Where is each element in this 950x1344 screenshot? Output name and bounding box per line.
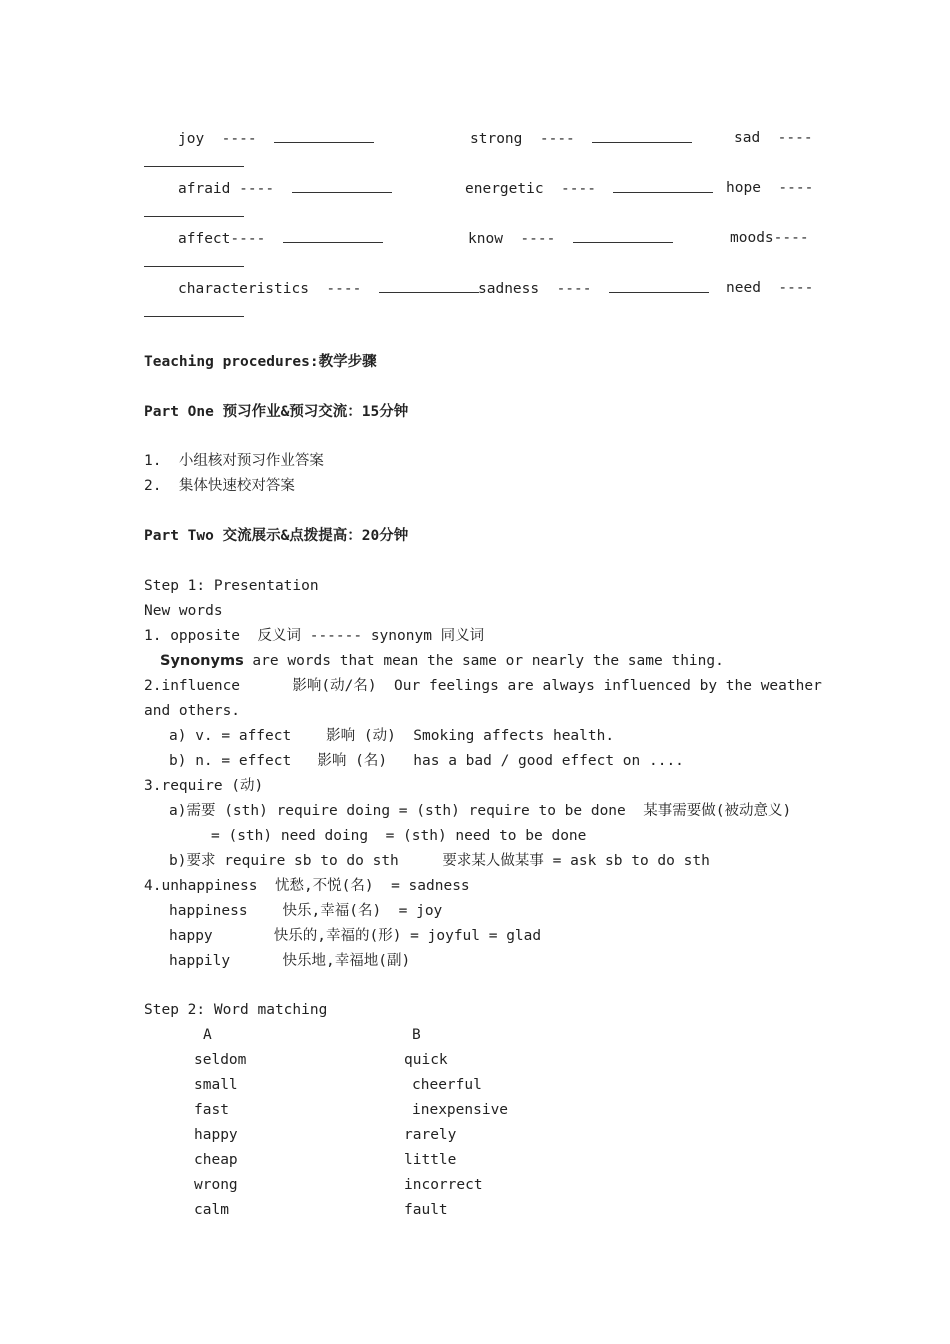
- vocab-dash: ----: [561, 181, 596, 197]
- vocab-dash: ----: [221, 131, 257, 147]
- step1-line: 1. opposite 反义词 ------ synonym 同义词: [144, 628, 485, 644]
- match-word-b: little: [404, 1152, 457, 1168]
- match-word-a: calm: [194, 1202, 229, 1218]
- synonyms-bold: Synonyms: [160, 653, 244, 669]
- match-word-a: small: [194, 1077, 238, 1093]
- step1-line: happily 快乐地,幸福地(副): [169, 953, 411, 969]
- vocab-item: [178, 178, 392, 199]
- vocab-dash: ----: [778, 180, 814, 196]
- step1-line: a)需要 (sth) require doing = (sth) require to be done 某事需要做(被动意义): [169, 803, 792, 819]
- answer-blank-wrap: [144, 252, 244, 273]
- answer-blank-wrap: [144, 302, 244, 323]
- match-word-a: wrong: [194, 1177, 238, 1193]
- match-word-b: inexpensive: [412, 1102, 509, 1118]
- vocab-item: [178, 278, 479, 299]
- answer-blank[interactable]: [144, 152, 244, 167]
- vocab-dash: ----: [326, 281, 362, 297]
- step2-title: Step 2: Word matching: [144, 1002, 328, 1018]
- vocab-word: affect: [178, 231, 231, 247]
- step1-title: Step 1: Presentation: [144, 578, 319, 594]
- match-word-a: fast: [194, 1102, 229, 1118]
- match-word-b: quick: [404, 1052, 448, 1068]
- vocab-item: [470, 128, 692, 149]
- match-word-a: happy: [194, 1127, 238, 1143]
- part-two-heading: Part Two 交流展示&点拨提高：20分钟: [144, 528, 409, 544]
- step1-line: b)要求 require sb to do sth 要求某人做某事 = ask sb to do sth: [169, 853, 710, 869]
- vocab-item: [468, 228, 673, 249]
- match-word-b: rarely: [404, 1127, 457, 1143]
- step1-line: 2.influence 影响(动/名) Our feelings are always influenced by the weather: [144, 678, 822, 694]
- vocab-word: strong: [470, 131, 523, 147]
- answer-blank[interactable]: [144, 302, 244, 317]
- column-b-header: B: [412, 1027, 421, 1043]
- match-word-b: cheerful: [412, 1077, 482, 1093]
- vocab-item: [730, 228, 809, 248]
- part-one-item: 1. 小组核对预习作业答案: [144, 453, 324, 469]
- vocab-dash: ----: [230, 231, 266, 247]
- vocab-word: afraid: [178, 181, 231, 197]
- answer-blank[interactable]: [573, 228, 673, 243]
- answer-blank[interactable]: [292, 178, 392, 193]
- column-a-header: A: [203, 1027, 212, 1043]
- vocab-word: hope: [726, 180, 761, 196]
- answer-blank[interactable]: [613, 178, 713, 193]
- teaching-procedures-heading: Teaching procedures:教学步骤: [144, 354, 377, 370]
- vocab-item: [478, 278, 709, 299]
- vocab-item: [726, 278, 813, 298]
- vocab-word: need: [726, 280, 761, 296]
- vocab-word: joy: [178, 131, 205, 147]
- vocab-word: sadness: [478, 281, 540, 297]
- step1-line: a) v. = affect 影响 (动) Smoking affects health.: [169, 728, 615, 744]
- answer-blank-wrap: [144, 202, 244, 223]
- answer-blank[interactable]: [144, 252, 244, 267]
- answer-blank[interactable]: [283, 228, 383, 243]
- vocab-item: [734, 128, 813, 148]
- vocab-word: sad: [734, 130, 761, 146]
- answer-blank[interactable]: [274, 128, 374, 143]
- vocab-item: [465, 178, 713, 199]
- step1-line: and others.: [144, 703, 241, 719]
- step1-line: b) n. = effect 影响 (名) has a bad / good effect on ....: [169, 753, 684, 769]
- step1-line: = (sth) need doing = (sth) need to be done: [211, 828, 587, 844]
- vocab-dash: ----: [239, 181, 275, 197]
- synonyms-rest: are words that mean the same or nearly the same thing.: [243, 653, 724, 669]
- answer-blank[interactable]: [144, 202, 244, 217]
- answer-blank[interactable]: [592, 128, 692, 143]
- vocab-item: [178, 128, 374, 149]
- vocab-dash: ----: [520, 231, 556, 247]
- part-one-item: 2. 集体快速校对答案: [144, 478, 295, 494]
- answer-blank-wrap: [144, 152, 244, 173]
- vocab-dash: ----: [773, 230, 809, 246]
- step1-line: 3.require (动): [144, 778, 264, 794]
- step1-subtitle: New words: [144, 603, 223, 619]
- match-word-a: cheap: [194, 1152, 238, 1168]
- vocab-dash: ----: [777, 130, 813, 146]
- vocab-dash: ----: [539, 131, 575, 147]
- step1-line: [160, 651, 724, 671]
- vocab-word: characteristics: [178, 281, 309, 297]
- answer-blank[interactable]: [379, 278, 479, 293]
- answer-blank[interactable]: [609, 278, 709, 293]
- match-word-b: incorrect: [404, 1177, 483, 1193]
- vocab-word: moods: [730, 230, 774, 246]
- vocab-word: energetic: [465, 181, 544, 197]
- part-one-heading: Part One 预习作业&预习交流：15分钟: [144, 404, 409, 420]
- vocab-dash: ----: [556, 281, 592, 297]
- vocab-item: [178, 228, 383, 249]
- vocab-word: know: [468, 231, 503, 247]
- match-word-b: fault: [404, 1202, 448, 1218]
- step1-line: 4.unhappiness 忧愁,不悦(名) = sadness: [144, 878, 470, 894]
- match-word-a: seldom: [194, 1052, 247, 1068]
- vocab-item: [726, 178, 813, 198]
- vocab-dash: ----: [778, 280, 814, 296]
- step1-line: happy 快乐的,幸福的(形) = joyful = glad: [169, 928, 542, 944]
- step1-line: happiness 快乐,幸福(名) = joy: [169, 903, 443, 919]
